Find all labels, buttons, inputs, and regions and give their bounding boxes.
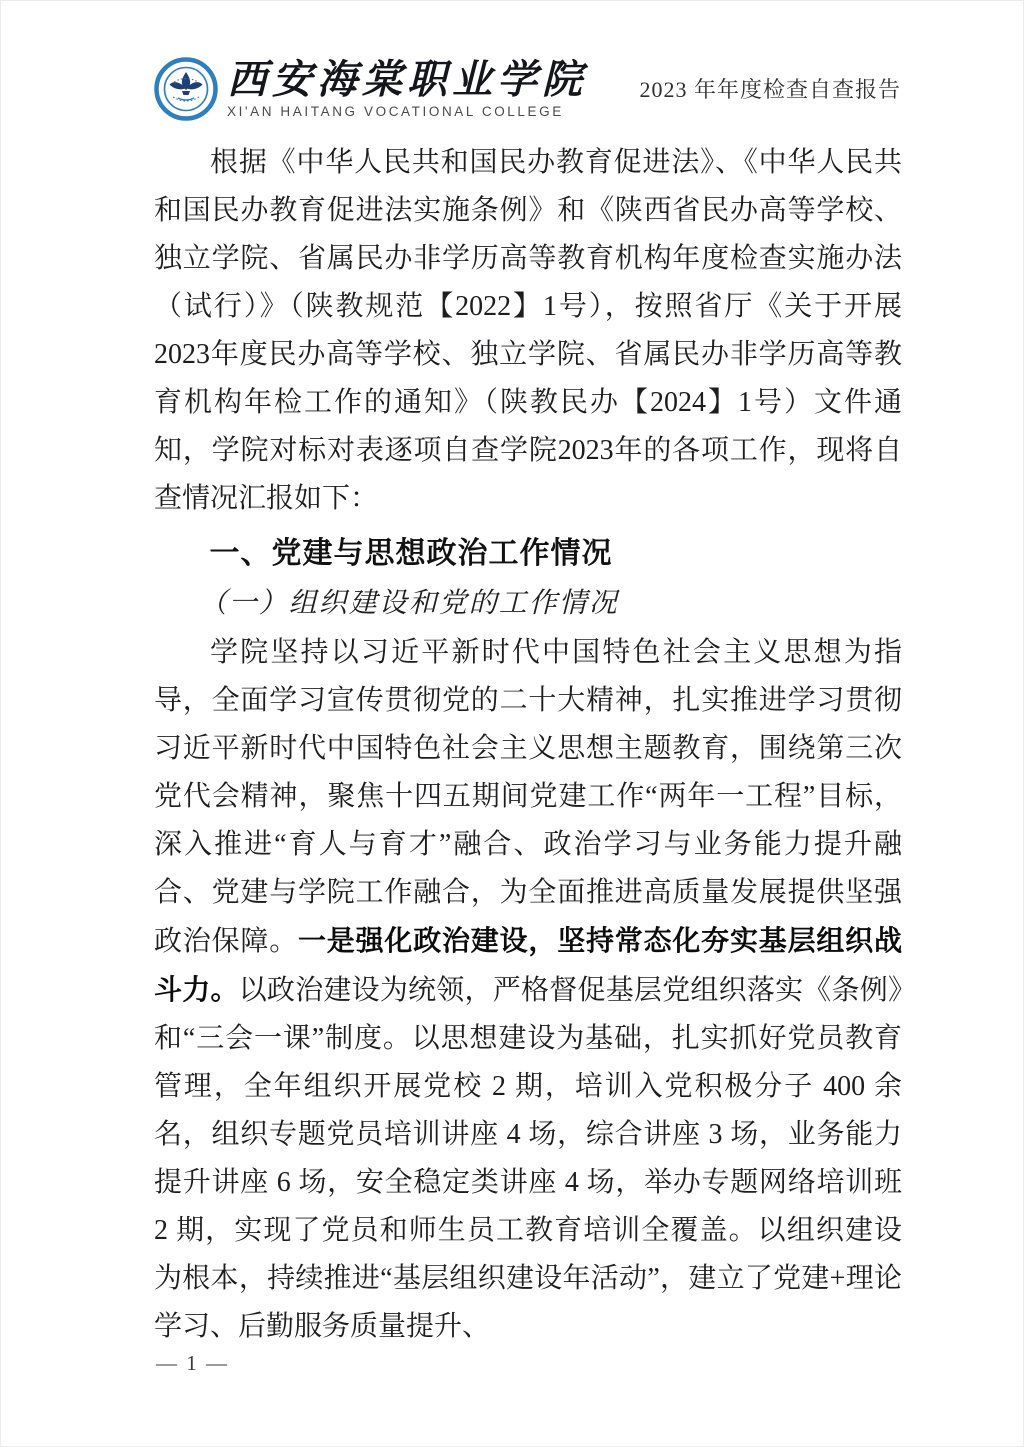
section1-paragraph-bold: 一是强化政治建设，坚持常态化夯实基层组织战斗力。 xyxy=(154,925,902,1005)
intro-paragraph: 根据《中华人民共和国民办教育促进法》、《中华人民共和国民办教育促进法实施条例》和《陕西省民办高等学校、独立学院、省属民办非学历高等教育机构年度检查实施办法（试行）》（陕教规范【2022】1号），按照省厅《关于开展2023年度民办高等学校、独立学院、省属民办非学历高等教育机构年检工作的通知》（陕教民办【2024】1号）文件通知，学院对标对表逐项自查学院2023年的各项工作，现将自查情况汇报如下： xyxy=(154,147,902,514)
page-header xyxy=(154,57,901,121)
college-name-block xyxy=(227,59,587,119)
document-body xyxy=(154,139,902,1351)
section1-paragraph-part1: 学院坚持以习近平新时代中国特色社会主义思想为指导，全面学习宣传贯彻党的二十大精神，扎实推进学习贯彻习近平新时代中国特色社会主义思想主题教育，围绕第三次党代会精神，聚焦十四五期间党建工作“两年一工程”目标，深入推进“育人与育才”融合、政治学习与业务能力提升融合、党建与学院工作融合，为全面推进高质量发展提供坚强政治保障。 xyxy=(154,637,902,957)
college-emblem-icon xyxy=(154,57,218,121)
section1-paragraph-part2: 以政治建设为统领，严格督促基层党组织落实《条例》和“三会一课”制度。以思想建设为基础，扎实抓好党员教育管理，全年组织开展党校 2 期，培训入党积极分子 400 余名，组织专题党员培训讲座 4 场，综合讲座 3 场，业务能力提升讲座 6 场，安全稳定类讲座 4 场，举办专题网络培训班 2 期，实现了党员和师生员工教育培训全覆盖。以组织建设为根本，持续推进“基层组织建设年活动”，建立了党建+理论学习、后勤服务质量提升、 xyxy=(154,975,902,1342)
college-name-en: XI'AN HAITANG VOCATIONAL COLLEGE xyxy=(227,104,564,119)
college-name-zh: 西安海棠职业学院 xyxy=(227,57,587,102)
section1-heading: 一、党建与思想政治工作情况 xyxy=(209,537,613,570)
page-number: — 1 — xyxy=(156,1351,229,1375)
report-header-title: 2023 年年度检查自查报告 xyxy=(639,77,901,102)
college-logo xyxy=(154,57,587,121)
section1-paragraph xyxy=(154,629,902,1351)
section1-subheading: （一）组织建设和党的工作情况 xyxy=(198,588,619,619)
